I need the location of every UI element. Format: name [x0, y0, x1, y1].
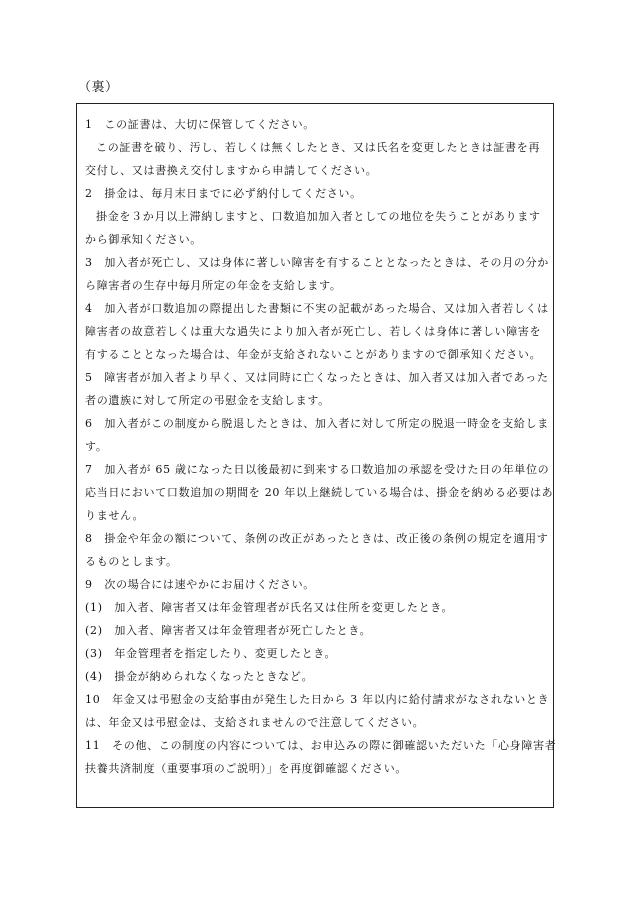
term-1-body: この証書を破り、汚し、若しくは無くしたとき、又は氏名を変更したときは証書を再: [96, 141, 541, 154]
term-2-body-cont: から御承知ください。: [85, 233, 202, 246]
term-10-cont: は、年金又は弔慰金は、支給されませんので注意してください。: [85, 716, 425, 729]
term-9-item-2: (2) 加入者、障害者又は年金管理者が死亡したとき。: [85, 624, 372, 637]
terms-box: [76, 103, 557, 808]
term-4-cont-2: 有することとなった場合は、年金が支給されないことがありますので御承知ください。: [85, 348, 542, 361]
term-1-body-cont: 交付し、又は書換え交付しますから申請してください。: [85, 164, 378, 177]
term-4: 4 加入者が口数追加の際提出した書類に不実の記載があった場合、又は加入者若しくは: [85, 302, 549, 315]
term-9-item-3: (3) 年金管理者を指定したり、変更したとき。: [85, 647, 337, 660]
term-5: 5 障害者が加入者より早く、又は同時に亡くなったときは、加入者又は加入者であった: [85, 371, 549, 384]
term-6-cont: す。: [85, 440, 108, 453]
term-9-item-4: (4) 掛金が納められなくなったときなど。: [85, 670, 314, 683]
term-10: 10 年金又は弔慰金の支給事由が発生した日から 3 年以内に給付請求がなされないとき: [85, 693, 550, 706]
term-11-cont: 扶養共済制度（重要事項のご説明）」を再度御確認ください。: [85, 762, 408, 775]
term-9-item-1: (1) 加入者、障害者又は年金管理者が氏名又は住所を変更したとき。: [85, 601, 454, 614]
term-11: 11 その他、この制度の内容については、お申込みの際に御確認いただいた「心身障害者: [85, 739, 557, 752]
term-4-cont-1: 障害者の故意若しくは重大な過失により加入者が死亡し、若しくは身体に著しい障害を: [85, 325, 542, 338]
term-3-cont: ら障害者の生存中毎月所定の年金を支給します。: [85, 279, 342, 292]
term-8: 8 掛金や年金の額について、条例の改正があったときは、改正後の条例の規定を適用す: [85, 532, 549, 545]
term-3: 3 加入者が死亡し、又は身体に著しい障害を有することとなったときは、その月の分か: [85, 256, 549, 269]
term-8-cont: るものとします。: [85, 555, 178, 568]
term-7: 7 加入者が 65 歳になった日以後最初に到来する口数追加の承認を受けた日の年単位の: [85, 463, 550, 476]
term-9: 9 次の場合には速やかにお届けください。: [85, 578, 315, 591]
page-side-label: （裏）: [78, 80, 119, 95]
term-2-body: 掛金を３か月以上滞納しますと、口数追加加入者としての地位を失うことがあります: [96, 210, 541, 223]
term-7-cont-1: 応当日において口数追加の期間を 20 年以上継続している場合は、掛金を納める必要はあ: [85, 486, 554, 499]
term-2-title: 2 掛金は、毎月末日までに必ず納付してください。: [85, 187, 362, 200]
term-1-title: 1 この証書は、大切に保管してください。: [85, 118, 315, 131]
term-6: 6 加入者がこの制度から脱退したときは、加入者に対して所定の脱退一時金を支給しま: [85, 417, 549, 430]
term-5-cont: 者の遺族に対して所定の弔慰金を支給します。: [85, 394, 330, 407]
term-7-cont-2: りません。: [85, 509, 145, 522]
